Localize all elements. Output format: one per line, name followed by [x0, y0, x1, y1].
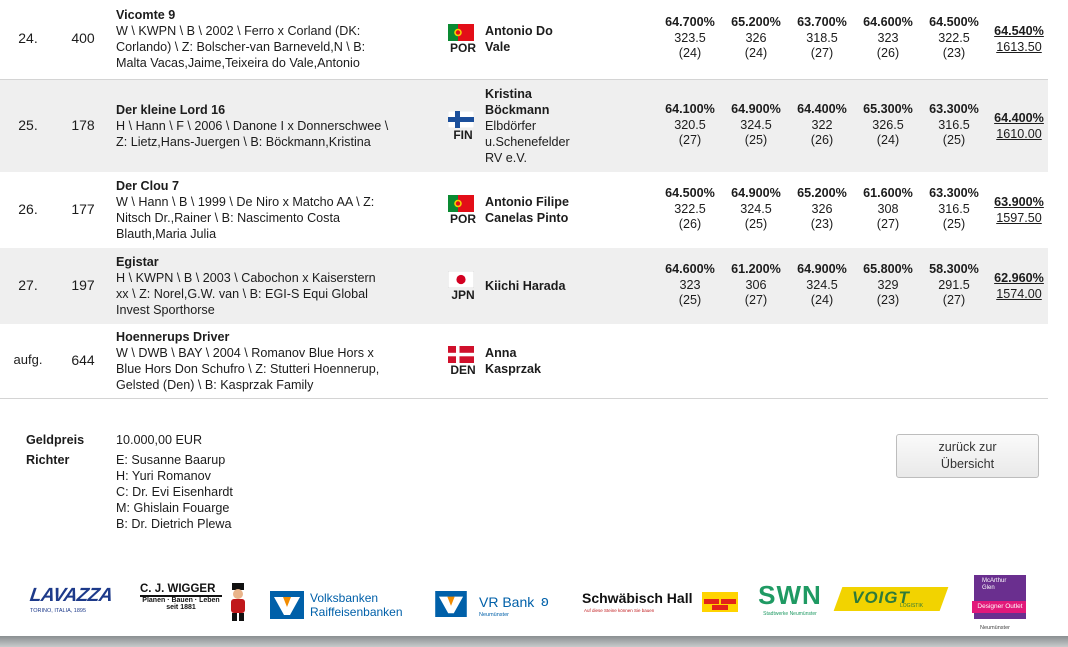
lavazza-logo[interactable]	[30, 585, 120, 625]
sponsor-bar	[0, 575, 1048, 635]
score-points: 291.5	[938, 277, 970, 292]
rider-cell	[485, 86, 610, 166]
score-percent: 64.400%	[797, 102, 847, 116]
score-placing: (25)	[744, 133, 768, 147]
score-points: 324.5	[740, 117, 772, 132]
nation-code: POR	[449, 212, 476, 226]
finland-flag-icon	[448, 111, 474, 128]
result-row	[0, 172, 1048, 249]
back-to-overview-button[interactable]	[896, 434, 1039, 478]
vrbank-sub: Neumünster	[479, 612, 509, 618]
judge-score-cell	[724, 102, 788, 149]
mcarthur-sub: Neumünster	[980, 625, 1010, 631]
total-points-link[interactable]: 1610.00	[996, 127, 1042, 141]
score-percent: 64.100%	[665, 102, 715, 116]
wigger-sub2: seit 1881	[166, 604, 196, 611]
mcarthur-line2: Glen	[982, 585, 995, 591]
nation-code: POR	[449, 41, 476, 55]
start-number-cell: 644	[71, 352, 95, 368]
start-number-cell: 178	[71, 117, 95, 133]
prize-label: Geldpreis	[26, 433, 85, 447]
denmark-flag-icon	[448, 346, 474, 363]
horse-details-line: H \ Hann \ F \ 2006 \ Danone I x Donnerschwee \	[116, 119, 389, 133]
rider-name[interactable]: Kiichi Harada	[485, 279, 566, 293]
score-placing: (24)	[876, 133, 900, 147]
horse-name-link[interactable]: Hoennerups Driver	[116, 330, 230, 344]
volksbanken-logo[interactable]	[270, 587, 403, 623]
score-percent: 64.700%	[665, 15, 715, 29]
rank-cell: 24.	[18, 30, 38, 46]
portugal-flag-icon	[448, 195, 474, 212]
score-points: 326	[811, 201, 833, 216]
start-number-cell: 400	[71, 30, 95, 46]
score-percent: 65.800%	[863, 262, 913, 276]
horse-cell	[116, 7, 432, 71]
rider-cell	[485, 345, 610, 377]
score-percent: 65.200%	[797, 186, 847, 200]
prize-value: 10.000,00 EUR	[116, 433, 203, 447]
score-percent: 61.200%	[731, 262, 781, 276]
back-button-line2: Übersicht	[940, 457, 995, 471]
score-placing: (27)	[810, 46, 834, 60]
judge-h: H: Yuri Romanov	[116, 469, 211, 483]
rider-club: u.Schenefelder	[485, 135, 570, 149]
score-percent: 63.300%	[929, 186, 979, 200]
mcarthur-line3: Designer Outlet	[977, 603, 1023, 610]
swn-name: SWN	[758, 580, 822, 610]
total-percent-link[interactable]: 64.400%	[994, 111, 1044, 125]
score-placing: (24)	[744, 46, 768, 60]
judge-score-cell	[790, 102, 854, 149]
horse-details-line: Gelsted (Den) \ B: Kasprzak Family	[116, 378, 314, 392]
judge-score-cell	[658, 102, 722, 149]
wigger-sub1: Planen · Bauen · Leben	[142, 597, 220, 604]
result-row	[0, 248, 1048, 325]
horse-details-line: Blue Hors Don Schufro \ Z: Stutteri Hoennerup,	[116, 362, 380, 376]
score-points: 316.5	[938, 201, 970, 216]
start-number-cell: 197	[71, 277, 95, 293]
vrbank-swirl-icon: ʚ	[541, 593, 549, 610]
judges-list	[116, 452, 233, 532]
lavazza-sub: TORINO, ITALIA, 1895	[30, 608, 87, 614]
wigger-name: C. J. WIGGER	[140, 583, 222, 597]
rider-name[interactable]: Anna	[485, 346, 517, 360]
score-percent: 64.900%	[797, 262, 847, 276]
score-percent: 64.500%	[665, 186, 715, 200]
score-points: 323	[679, 277, 701, 292]
rider-name[interactable]: Antonio Do	[485, 24, 553, 38]
rider-name[interactable]: Vale	[485, 40, 511, 54]
score-percent: 64.600%	[665, 262, 715, 276]
horse-details-line: Corlando) \ Z: Bolscher-van Barneveld,N \ B:	[116, 40, 366, 54]
score-percent: 64.500%	[929, 15, 979, 29]
portugal-flag-icon	[448, 24, 474, 41]
score-placing: (23)	[810, 217, 834, 231]
schwaebisch-sub: Auf diese Steine können Sie bauen	[584, 608, 655, 613]
horse-cell	[116, 178, 432, 242]
judge-score-cell	[922, 102, 986, 149]
judge-score-cell	[724, 262, 788, 309]
score-placing: (25)	[942, 133, 966, 147]
volksbanken-line2: Raiffeisenbanken	[310, 605, 403, 619]
total-percent-link[interactable]: 62.960%	[994, 271, 1044, 285]
score-percent: 65.300%	[863, 102, 913, 116]
horse-details-line: Z: Lietz,Hans-Juergen \ B: Böckmann,Kristina	[116, 135, 371, 149]
score-points: 323	[877, 30, 899, 45]
lavazza-name: LAVAZZA	[28, 585, 114, 606]
total-points-link[interactable]: 1574.00	[996, 287, 1042, 301]
start-number-cell: 177	[71, 201, 95, 217]
judge-score-cell	[856, 186, 920, 233]
judge-b: B: Dr. Dietrich Plewa	[116, 517, 232, 531]
total-percent-link[interactable]: 63.900%	[994, 195, 1044, 209]
score-placing: (27)	[744, 293, 768, 307]
back-button-line1: zurück zur	[938, 440, 997, 454]
rank-cell: aufg.	[13, 352, 43, 367]
score-placing: (27)	[942, 293, 966, 307]
swn-sub: Stadtwerke Neumünster	[763, 611, 817, 617]
judge-score-cell	[922, 186, 986, 233]
result-row	[0, 324, 1048, 399]
japan-flag-icon	[448, 271, 474, 288]
total-points-link[interactable]: 1597.50	[996, 211, 1042, 225]
rider-cell	[485, 278, 610, 294]
score-percent: 63.300%	[929, 102, 979, 116]
vrbank-logo[interactable]	[433, 585, 568, 625]
judge-score-cell	[922, 15, 986, 62]
horse-name-link[interactable]: Vicomte 9	[116, 8, 176, 22]
rider-cell	[485, 194, 610, 226]
horse-details-line: Nitsch Dr.,Rainer \ B: Nascimento Costa	[116, 211, 340, 225]
swn-logo[interactable]	[755, 581, 825, 625]
score-points: 322.5	[938, 30, 970, 45]
horse-details-line: Malta Vacas,Jaime,Teixeira do Vale,Antonio	[116, 56, 360, 70]
score-points: 323.5	[674, 30, 706, 45]
wigger-logo[interactable]	[140, 583, 252, 627]
horse-details-line: W \ KWPN \ B \ 2002 \ Ferro x Corland (DK:	[116, 24, 361, 38]
window-bottom-edge	[0, 636, 1068, 647]
score-points: 326	[745, 30, 767, 45]
judge-score-cell	[790, 15, 854, 62]
score-points: 322.5	[674, 201, 706, 216]
judge-score-cell	[856, 262, 920, 309]
rank-cell: 26.	[18, 201, 38, 217]
judge-score-cell	[724, 186, 788, 233]
score-percent: 61.600%	[863, 186, 913, 200]
result-row	[0, 80, 1048, 173]
score-placing: (26)	[810, 133, 834, 147]
score-placing: (24)	[810, 293, 834, 307]
vrbank-name: VR Bank	[479, 594, 535, 610]
wigger-figure-icon	[227, 583, 249, 621]
rider-name[interactable]: Kasprzak	[485, 362, 542, 376]
horse-name-link[interactable]: Egistar	[116, 255, 159, 269]
score-percent: 64.600%	[863, 15, 913, 29]
rider-name[interactable]: Böckmann	[485, 103, 550, 117]
scrollbar[interactable]	[1048, 0, 1068, 647]
rider-name[interactable]: Kristina	[485, 87, 532, 101]
score-placing: (25)	[678, 293, 702, 307]
score-placing: (26)	[876, 46, 900, 60]
score-points: 324.5	[806, 277, 838, 292]
result-row	[0, 0, 1048, 80]
total-score-cell	[988, 194, 1050, 226]
score-placing: (27)	[678, 133, 702, 147]
score-placing: (27)	[876, 217, 900, 231]
total-score-cell	[988, 270, 1050, 302]
nation-code: JPN	[451, 288, 475, 302]
nation-code: DEN	[450, 363, 476, 377]
score-percent: 63.700%	[797, 15, 847, 29]
judge-score-cell	[658, 262, 722, 309]
judge-score-cell	[724, 15, 788, 62]
judge-score-cell	[658, 186, 722, 233]
total-score-cell	[988, 110, 1050, 142]
horse-cell	[116, 329, 432, 393]
schwaebisch-bricks-icon	[702, 592, 738, 612]
score-points: 316.5	[938, 117, 970, 132]
score-points: 318.5	[806, 30, 838, 45]
score-placing: (25)	[744, 217, 768, 231]
horse-name-link[interactable]: Der kleine Lord 16	[116, 103, 226, 117]
score-placing: (24)	[678, 46, 702, 60]
score-placing: (23)	[876, 293, 900, 307]
judge-score-cell	[856, 102, 920, 149]
score-points: 322	[811, 117, 833, 132]
score-points: 320.5	[674, 117, 706, 132]
horse-name-link[interactable]: Der Clou 7	[116, 179, 179, 193]
score-placing: (25)	[942, 217, 966, 231]
judges-label: Richter	[26, 453, 70, 467]
volksbanken-line1: Volksbanken	[310, 591, 379, 605]
horse-details-line: Invest Sporthorse	[116, 303, 215, 317]
volksbank-mark-icon	[270, 591, 304, 619]
judge-score-cell	[922, 262, 986, 309]
score-points: 329	[877, 277, 899, 292]
judge-score-cell	[856, 15, 920, 62]
score-points: 324.5	[740, 201, 772, 216]
mcarthur-line1: McArthur	[982, 578, 1007, 584]
voigt-logo[interactable]	[838, 587, 948, 617]
rider-club: Elbdörfer	[485, 119, 537, 133]
judge-c: C: Dr. Evi Eisenhardt	[116, 485, 233, 499]
schwaebisch-name: Schwäbisch Hall	[582, 590, 693, 606]
score-placing: (26)	[678, 217, 702, 231]
nation-code: FIN	[453, 128, 473, 142]
rider-cell	[485, 23, 610, 55]
judge-score-cell	[658, 15, 722, 62]
horse-details-line: W \ DWB \ BAY \ 2004 \ Romanov Blue Hors x	[116, 346, 374, 360]
score-points: 326.5	[872, 117, 904, 132]
judge-e: E: Susanne Baarup	[116, 453, 226, 467]
total-score-cell	[988, 23, 1050, 55]
horse-cell	[116, 102, 432, 150]
voigt-name: VOIGT	[852, 588, 910, 607]
judge-m: M: Ghislain Fouarge	[116, 501, 230, 515]
rank-cell: 27.	[18, 277, 38, 293]
score-percent: 58.300%	[929, 262, 979, 276]
rank-cell: 25.	[18, 117, 38, 133]
total-points-link[interactable]: 1613.50	[996, 40, 1042, 54]
horse-details-line: W \ Hann \ B \ 1999 \ De Niro x Matcho AA \ Z:	[116, 195, 375, 209]
score-percent: 64.900%	[731, 186, 781, 200]
score-points: 306	[745, 277, 767, 292]
judge-score-cell	[790, 262, 854, 309]
total-percent-link[interactable]: 64.540%	[994, 24, 1044, 38]
score-percent: 65.200%	[731, 15, 781, 29]
score-percent: 64.900%	[731, 102, 781, 116]
score-placing: (23)	[942, 46, 966, 60]
horse-cell	[116, 254, 432, 318]
rider-name[interactable]: Canelas Pinto	[485, 211, 569, 225]
horse-details-line: Blauth,Maria Julia	[116, 227, 217, 241]
vrbank-mark-icon	[433, 591, 469, 617]
horse-details-line: xx \ Z: Norel,G.W. van \ B: EGI-S Equi Global	[116, 287, 368, 301]
voigt-sub: LOGISTIK	[900, 603, 924, 609]
judge-score-cell	[790, 186, 854, 233]
schwaebisch-hall-logo[interactable]	[582, 587, 742, 623]
rider-club: RV e.V.	[485, 151, 528, 165]
horse-details-line: H \ KWPN \ B \ 2003 \ Cabochon x Kaiserstern	[116, 271, 376, 285]
score-points: 308	[877, 201, 899, 216]
mcarthurglen-logo[interactable]	[968, 575, 1032, 633]
rider-name[interactable]: Antonio Filipe	[485, 195, 569, 209]
